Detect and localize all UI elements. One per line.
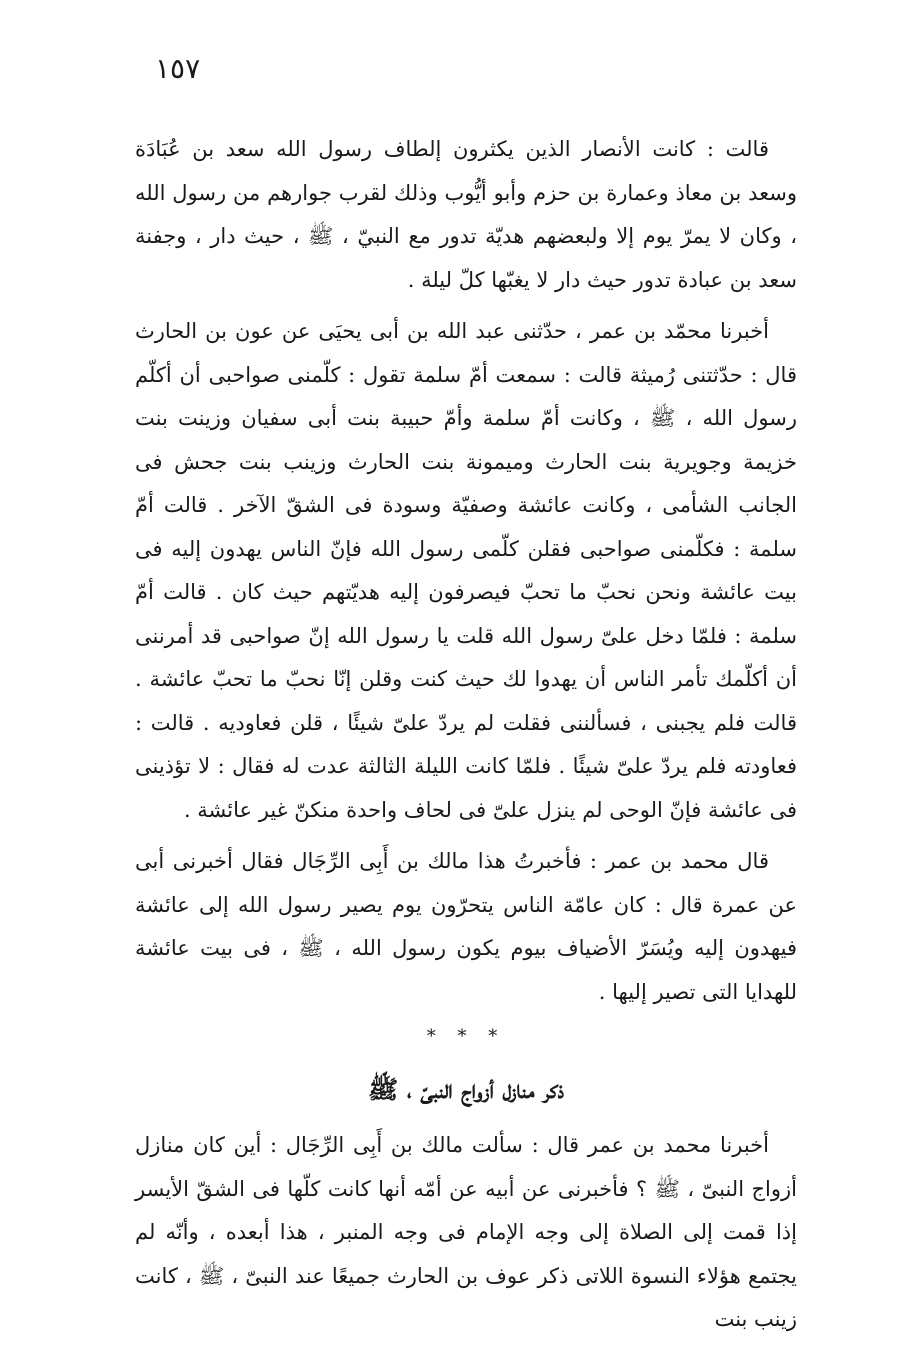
paragraph-2: أخبرنا محمّد بن عمر ، حدّثنى عبد الله بن أبى يحيَى عن عون بن الحارث قال : حدّثتنى رُميثة قالت : سمعت أمّ سلمة تقول : كلّمنى صواحبى أن أكلّم رسول الله ، ﷺ ، وكانت أمّ سلمة وأمّ حبيبة بنت أبى سفيان وزينت بنت خزيمة وجويرية بنت الحارث وميمونة بنت الحارث وزينب بنت جحش فى الجانب الشأمى ، وكانت عائشة وصفيّة وسودة فى الشقّ الآخر . قالت أمّ سلمة : فكلّمنى صواحبى فقلن كلّمى رسول الله فإنّ الناس يهدون إليه فى بيت عائشة ونحن نحبّ ما تحبّ فيصرفون إليه هديّتهم حيث كان . قالت أمّ سلمة : فلمّا دخل علىّ رسول الله قلت يا رسول الله إنّ صواحبى قد أمرننى أن أكلّمك تأمر الناس أن يهدوا لك حيث كنت وقلن إنّا نحبّ ما تحبّ عائشة . قالت فلم يجبنى ، فسألننى فقلت لم يردّ علىّ شيئًا ، قلن فعاوديه . قالت : فعاودته فلم يردّ علىّ شيئًا . فلمّا كانت الليلة الثالثة عدت له فقال : لا تؤذينى فى عائشة فإنّ الوحى لم ينزل علىّ فى لحاف واحدة منكنّ غير عائشة . xyxy=(135,319,797,822)
paragraph-1: قالت : كانت الأنصار الذين يكثرون إلطاف رسول الله سعد بن عُبَادَة وسعد بن معاذ وعمارة بن حزم وأبو أيُّوب وذلك لقرب جوارهم من رسول الله ، وكان لا يمرّ يوم إلا ولبعضهم هديّة تدور مع النبيّ ، ﷺ ، حيث دار ، وجفنة سعد بن عبادة تدور حيث دار لا يغبّها كلّ ليلة . xyxy=(135,137,797,292)
section-paragraph-1: أخبرنا محمد بن عمر قال : سألت مالك بن أَبِى الرِّجَال : أين كان منازل أزواج النبىّ ، ﷺ ؟ فأخبرنى عن أبيه عن أمّه أنها كانت كلّها فى الشقّ الأيسر إذا قمت إلى الصلاة إلى وجه الإمام فى وجه المنبر ، هذا أبعده ، وأنّه لم يجتمع هؤلاء النسوة اللاتى ذكر عوف بن الحارث جميعًا عند النبىّ ، ﷺ ، كانت زينب بنت xyxy=(135,1133,797,1331)
page-body xyxy=(135,128,797,1350)
paragraph-3: قال محمد بن عمر : فأخبرتُ هذا مالك بن أَبِى الرِّجَال فقال أخبرنى أبى عن عمرة قال : كان عامّة الناس يتحرّون يوم يصير رسول الله إلى عائشة فيهدون إليه ويُسَرّ الأضياف بيوم يكون رسول الله ، ﷺ ، فى بيت عائشة للهدايا التى تصير إليها . xyxy=(135,849,797,1004)
section-title: ذكر منازل أزواج النبىّ ، ﷺ xyxy=(367,1075,565,1104)
section-separator: * * * xyxy=(426,1026,506,1047)
page-number: ١٥٧ xyxy=(155,52,201,85)
